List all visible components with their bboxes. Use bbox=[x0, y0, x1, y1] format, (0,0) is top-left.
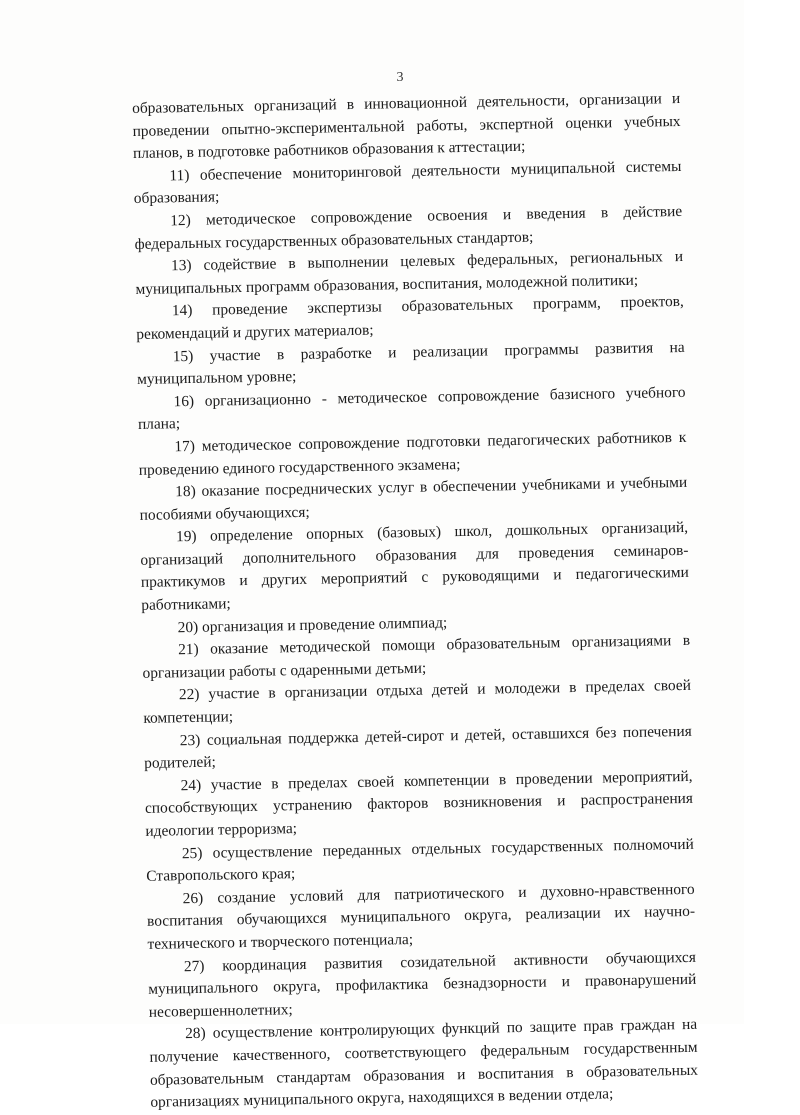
list-item-14: 14) проведение экспертизы образовательных программ, проектов, рекомендаций и других материалов; bbox=[136, 293, 684, 343]
list-item-13: 13) содействие в выполнении целевых федеральных, региональных и муниципальных программ образования, воспитания, молодежной политики; bbox=[135, 248, 684, 298]
list-item-27: 27) координация развития созидательной активности обучающихся муниципального округа, профилактика безнадзорности и правонарушений несовершеннолетних; bbox=[148, 948, 697, 1021]
list-item-25: 25) осуществление переданных отдельных государственных полномочий Ставропольского края; bbox=[146, 835, 694, 886]
paragraph: образовательных организаций в инновационной деятельности, организации и проведении опытно-экспериментальной работы, экспертной оценки учебных планов, в подготовке работников образования к аттестации; bbox=[132, 89, 681, 163]
list-item-15: 15) участие в разработке и реализации программы развития на муниципальном уровне; bbox=[137, 338, 685, 389]
list-item-24: 24) участие в пределах своей компетенции в проведении мероприятий, способствующих устранению факторов возникновения и распространения идеологии терроризма; bbox=[144, 767, 694, 840]
list-item-23: 23) социальная поддержка детей-сирот и детей, оставшихся без попечения родителей; bbox=[144, 722, 692, 773]
page-number: 3 bbox=[396, 70, 404, 85]
list-item-22: 22) участие в организации отдыха детей и молодежи в пределах своей компетенции; bbox=[143, 677, 692, 727]
list-item-12: 12) методическое сопровождение освоения и введения в действие федеральных государственных образовательных стандартов; bbox=[134, 202, 683, 253]
list-item-18: 18) оказание посреднических услуг в обеспечении учебниками и учебными пособиями обучающихся; bbox=[139, 473, 688, 524]
list-item-26: 26) создание условий для патриотического и духовно-нравственного воспитания обучающихся муниципального округа, реализации их научно-технического и творческого потенциала; bbox=[146, 880, 696, 953]
list-item-16: 16) организационно - методическое сопровождение базисного учебного плана; bbox=[137, 383, 686, 434]
document-body bbox=[132, 88, 699, 1115]
list-item-17: 17) методическое сопровождение подготовки педагогических работников к проведению единого государственного экзамена; bbox=[138, 428, 687, 479]
list-item-19: 19) определение опорных (базовых) школ, дошкольных организаций, организаций дополнительного образования для проведения семинаров-практикумов и других мероприятий с руководящими и педагогическими работниками; bbox=[140, 519, 689, 614]
list-item-11: 11) обеспечение мониторинговой деятельности муниципальной системы образования; bbox=[133, 157, 682, 208]
list-item-28: 28) осуществление контролирующих функций по защите прав граждан на получение качественного, соответствующего федеральным государственным образовательным стандартам образования и воспитания в образовательных организациях муниципального округа, находящихся в ведении отдела; bbox=[149, 1016, 699, 1111]
list-item-20: 20) организация и проведение олимпиад; bbox=[177, 613, 448, 636]
list-item-21: 21) оказание методической помощи образовательным организациями в организации работы с одаренными детьми; bbox=[142, 632, 691, 682]
